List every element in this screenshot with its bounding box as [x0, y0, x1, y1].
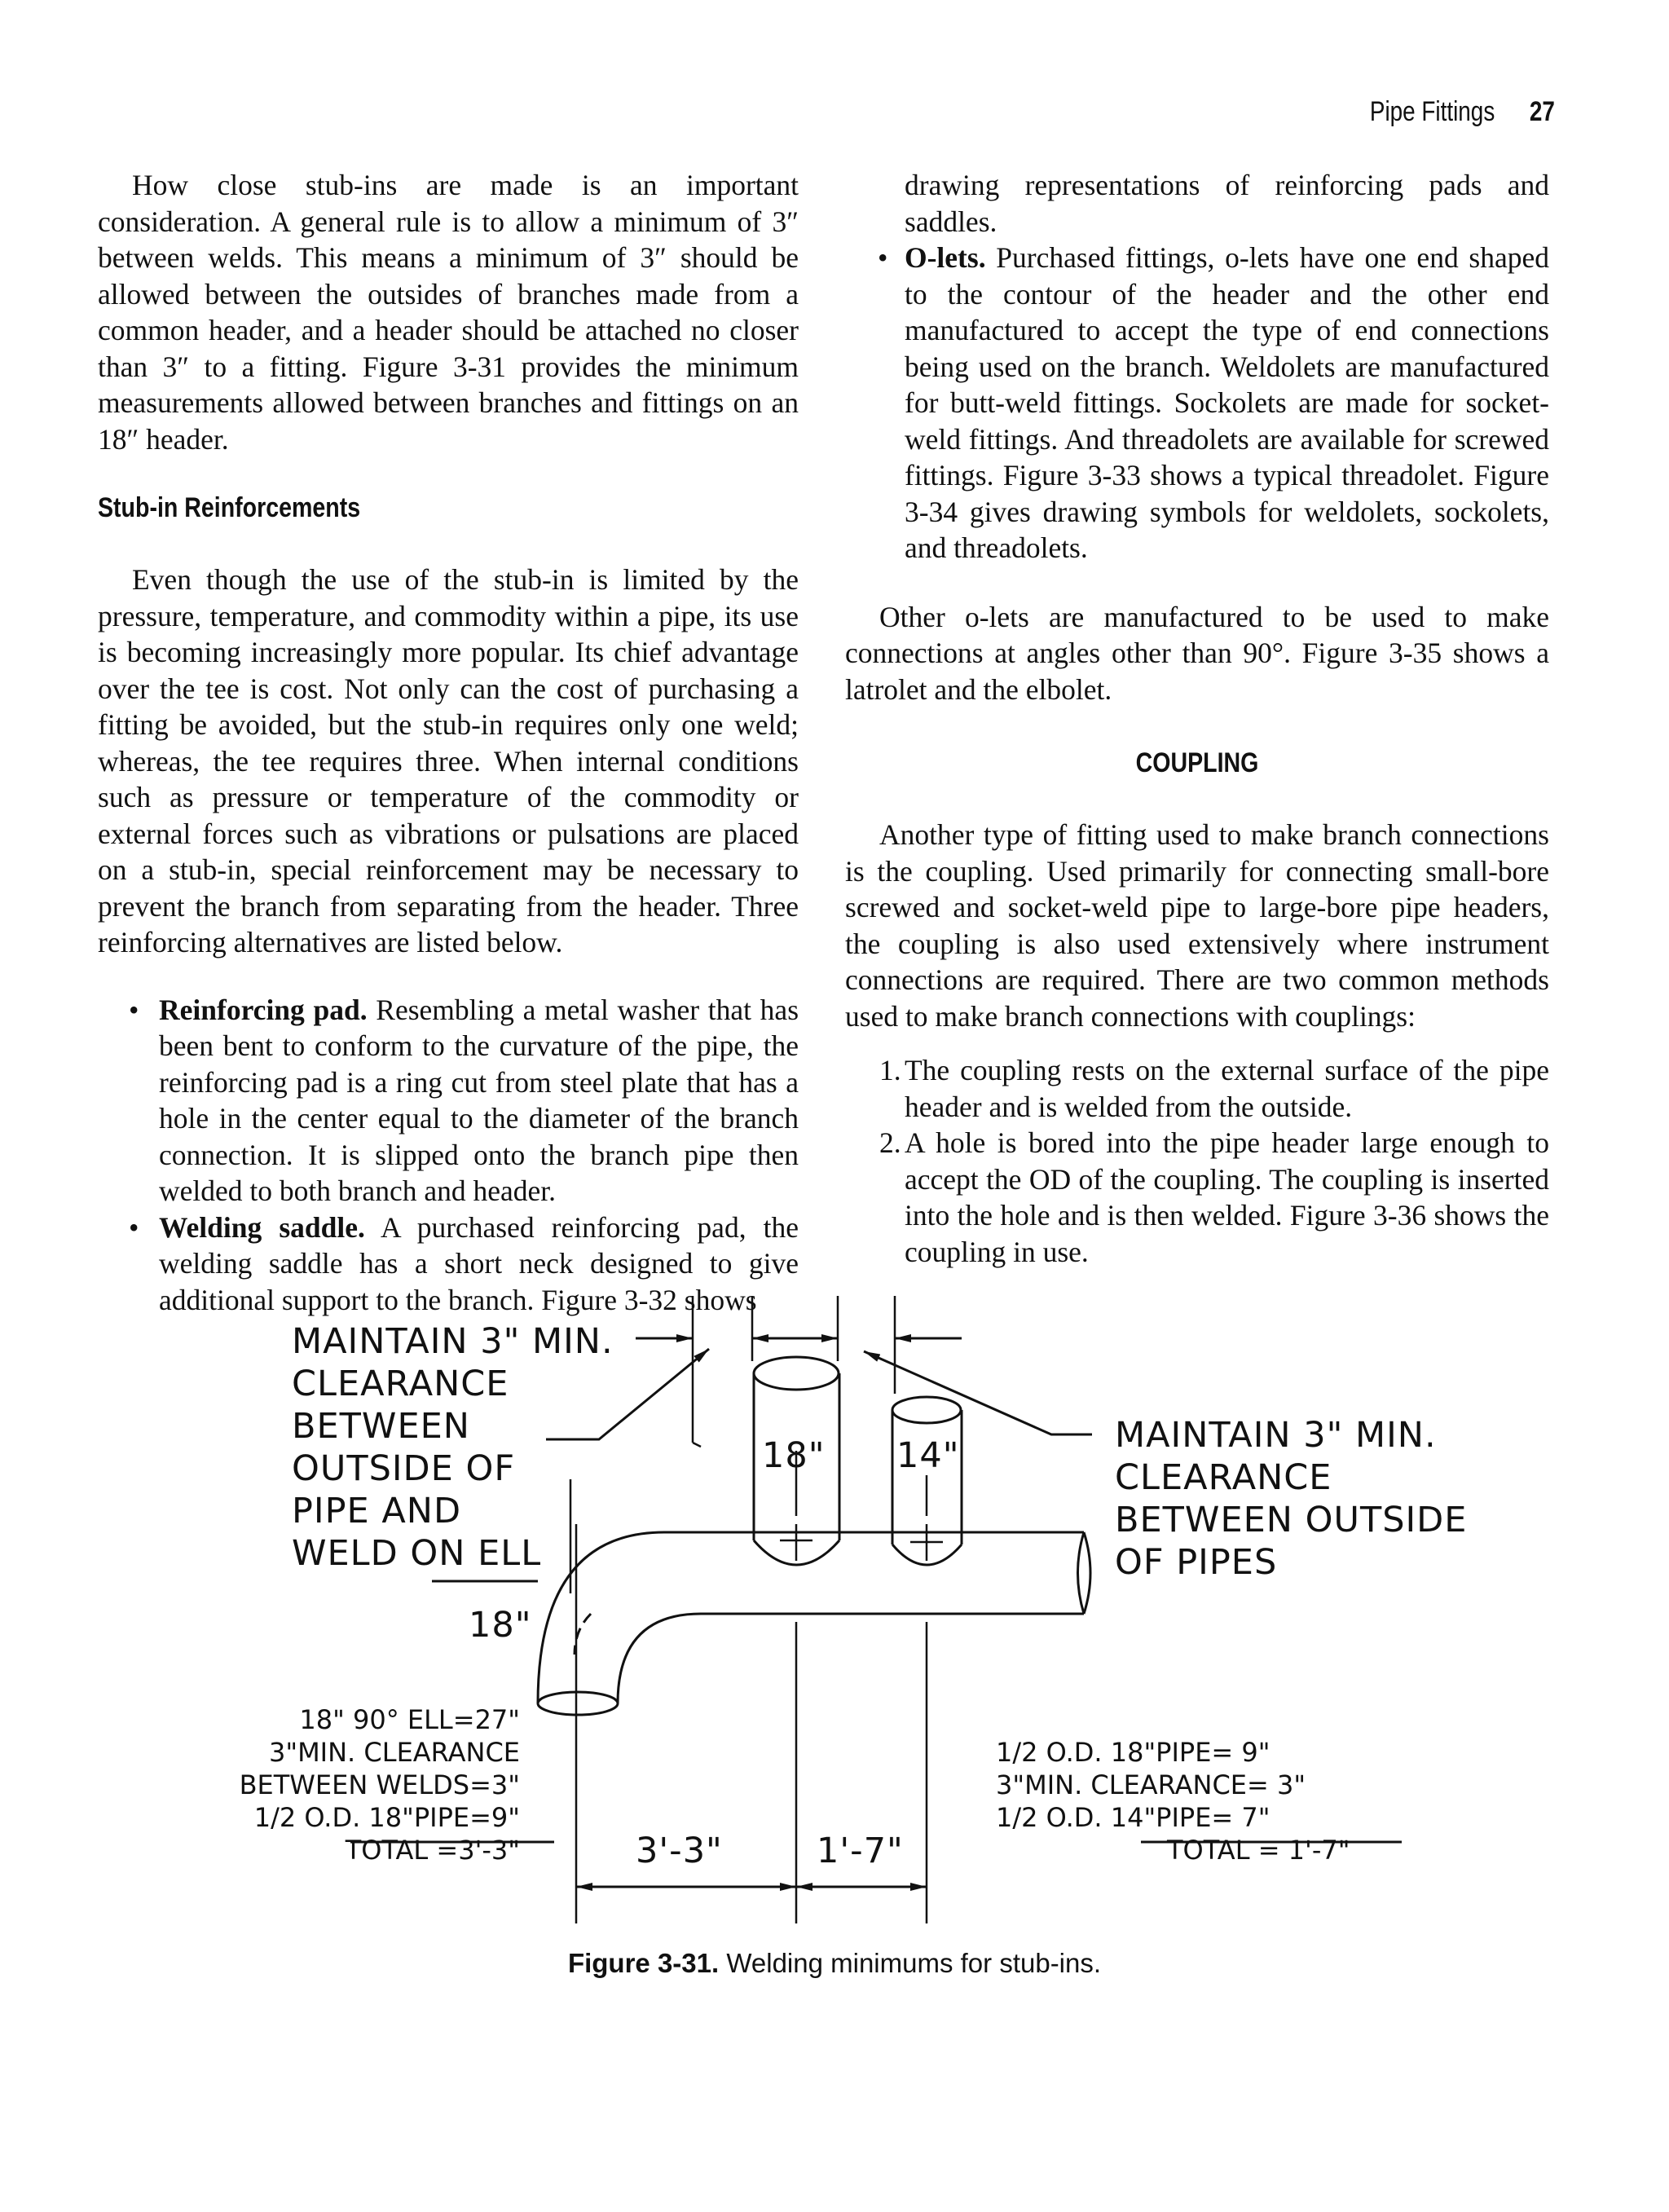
- dimension-1-7: 1'-7": [817, 1831, 904, 1871]
- elbow-size-label: 18": [469, 1605, 532, 1646]
- list-term: O-lets.: [905, 241, 986, 274]
- list-text: Resembling a metal washer that has been bent to conform to the curvature of the pipe, the reinforcing pad is a ring cut from steel plate that has a hole in the center equal to the diameter of the branch connection. It is slipped onto the branch pipe then welded to both branch and header.: [159, 993, 799, 1207]
- section-heading-stub-in-reinforcements: Stub-in Reinforcements: [98, 492, 361, 523]
- reinforcement-list: [98, 992, 799, 1319]
- coupling-methods-list: [845, 1052, 1549, 1270]
- list-item: [98, 992, 799, 1210]
- caption-label: Figure 3-31.: [567, 1948, 720, 1978]
- olets-list: [845, 240, 1549, 566]
- section-name: Pipe Fittings: [1369, 96, 1495, 127]
- list-term: Reinforcing pad.: [159, 993, 368, 1026]
- paragraph-stub-in-usage: Even though the use of the stub-in is limited by the pressure, temperature, and commodity within a pipe, its use is becoming increasingly more popular. Its chief advantage over the tee is cost. Not only can the cost of purchasing a fitting be avoided, but the stub-in requires only one weld; whereas, the tee requires three. When internal conditions such as pressure or temperature of the commodity or external forces such as vibrations or pulsations are placed on a stub-in, special reinforcement may be necessary to prevent the branch from separating from the header. Three reinforcing alternatives are listed below.: [98, 563, 799, 958]
- section-heading-coupling: COUPLING: [1135, 747, 1259, 778]
- page-number: 27: [1529, 96, 1555, 127]
- dimension-3-3: 3'-3": [636, 1831, 723, 1871]
- paragraph-other-olets: Other o-lets are manufactured to be used to make connections at angles other than 90°. Figure 3-35 shows a latrolet and the elbolet.: [845, 600, 1549, 706]
- label-maintain-clearance-weld: MAINTAIN 3" MIN. CLEARANCE BETWEEN OUTSIDE OF PIPE AND WELD ON ELL: [292, 1321, 614, 1574]
- header-pipe-end: [1084, 1532, 1090, 1614]
- bullet-icon: •: [129, 993, 139, 1026]
- figure-caption: [0, 1948, 1669, 1979]
- list-text: A hole is bored into the pipe header large enough to accept the OD of the coupling. The coupling is inserted into the hole and is then welded. Figure 3-36 shows the coupling in use.: [905, 1126, 1549, 1268]
- list-number: 2.: [879, 1126, 901, 1159]
- elbow-inner: [618, 1614, 701, 1703]
- list-text: Purchased fittings, o-lets have one end shaped to the contour of the header and the other end manufactured to accept the type of end connections being used on the branch. Weldolets are manufactured for butt-weld fittings. Sockolets are made for socket-weld fittings. And threadolets are available for screwed fittings. Figure 3-33 shows a typical threadolet. Figure 3-34 gives drawing symbols for weldolets, sockolets, and threadolets.: [905, 241, 1549, 564]
- elbow-end: [538, 1692, 618, 1715]
- branch-18-size-label: 18": [762, 1435, 826, 1476]
- paragraph-coupling: Another type of fitting used to make branch connections is the coupling. Used primarily for connecting small-bore screwed and socket-weld pipe to large-bore pipe headers, the coupling is also used extensively where instrument connections are required. There are two common methods used to make branch connections with couplings:: [845, 818, 1549, 1033]
- caption-text: Welding minimums for stub-ins.: [719, 1948, 1102, 1978]
- list-item: [845, 240, 1549, 566]
- calc-right: 1/2 O.D. 18"PIPE= 9" 3"MIN. CLEARANCE= 3" 1/2 O.D. 14"PIPE= 7" TOTAL = 1'-7": [996, 1737, 1350, 1866]
- calc-left: 18" 90° ELL=27" 3"MIN. CLEARANCE BETWEEN WELDS=3" 1/2 O.D. 18"PIPE=9" TOTAL =3'-3": [239, 1704, 520, 1866]
- bullet-icon: •: [878, 241, 888, 274]
- list-number: 1.: [879, 1054, 901, 1086]
- right-column: [845, 167, 1549, 1270]
- list-item: [845, 1125, 1549, 1270]
- branch-18-top: [754, 1357, 839, 1390]
- list-item: [845, 1052, 1549, 1125]
- paragraph-stub-in-clearance: How close stub-ins are made is an important consideration. A general rule is to allow a minimum of 3″ between welds. This means a minimum of 3″ should be allowed between the outsides of branches made from a common header, and a header should be attached no closer than 3″ to a fitting. Figure 3-31 provides the minimum measurements allowed between branches and fittings on an 18″ header.: [98, 169, 799, 456]
- figure-3-31: [0, 1280, 1669, 1932]
- list-text: The coupling rests on the external surface of the pipe header and is welded from the outside.: [905, 1054, 1549, 1123]
- label-maintain-clearance-pipes: MAINTAIN 3" MIN. CLEARANCE BETWEEN OUTSIDE OF PIPES: [1115, 1415, 1468, 1583]
- left-column: [98, 167, 799, 1318]
- running-head: [1370, 96, 1555, 128]
- list-term: Welding saddle.: [159, 1210, 365, 1244]
- paragraph-continuation: drawing representations of reinforcing pads and saddles.: [905, 169, 1549, 238]
- list-text: A purchased reinforcing pad, the welding saddle has a short neck designed to give additional support to the branch. Figure 3-32 shows: [159, 1210, 799, 1316]
- branch-14-top: [892, 1397, 961, 1423]
- branch-14-size-label: 14": [896, 1435, 960, 1476]
- bullet-icon: •: [129, 1210, 139, 1244]
